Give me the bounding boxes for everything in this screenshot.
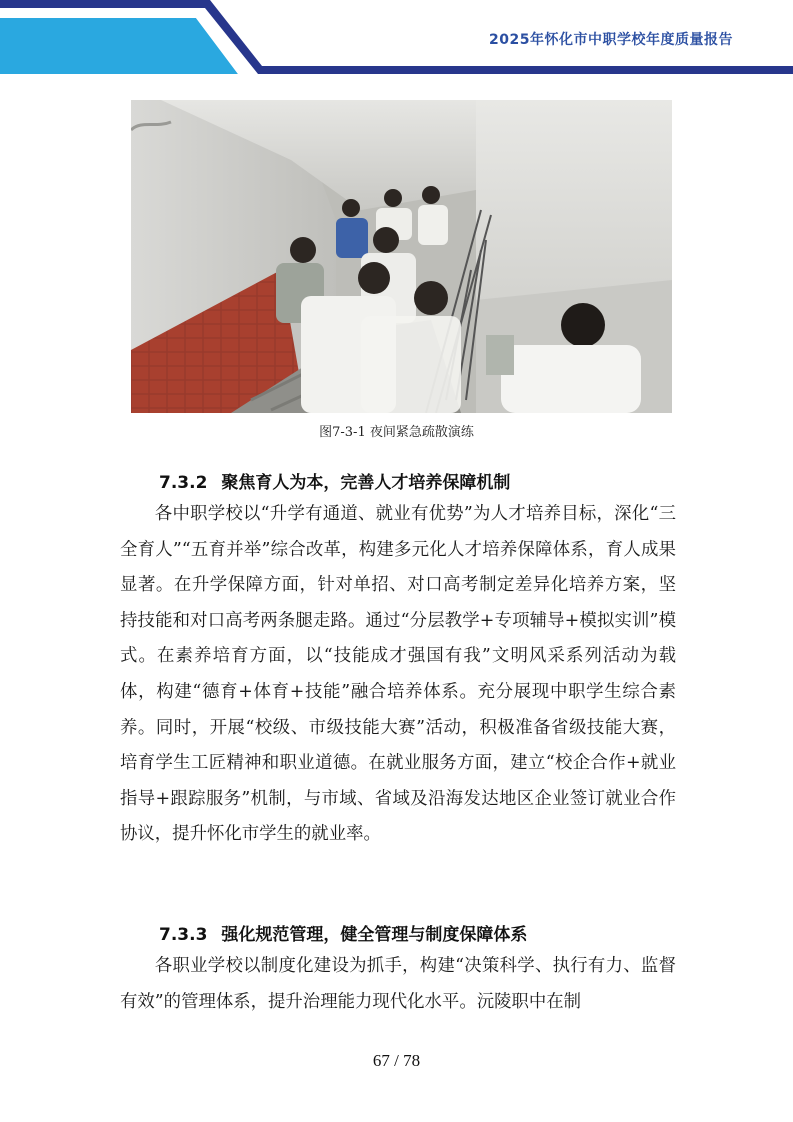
figure-caption: 图7-3-1 夜间紧急疏散演练 <box>319 425 474 440</box>
section-body-7-3-2: 各中职学校以“升学有通道、就业有优势”为人才培养目标，深化“三全育人”“五育并举”综合改革，构建多元化人才培养保障体系，育人成果显著。在升学保障方面，针对单招、对口高考制定差异化培养方案，坚持技能和对口高考两条腿走路。通过“分层教学+专项辅导+模拟实训”模式。在素养培育方面，以“技能成才强国有我”文明风采系列活动为载体，构建“德育+体育+技能”融合培养体系。充分展现中职学生综合素养。同时，开展“校级、市级技能大赛”活动，积极准备省级技能大赛，培育学生工匠精神和职业道德。在就业服务方面，建立“校企合作+就业指导+跟踪服务”机制，与市域、省域及沿海发达地区企业签订就业合作协议，提升怀化市学生的就业率。 <box>120 504 676 845</box>
section-title: 聚焦育人为本，完善人才培养保障机制 <box>221 473 511 493</box>
report-title: 2025年怀化市中职学校年度质量报告 <box>489 32 733 48</box>
page-number: 67 / 78 <box>372 1051 421 1070</box>
evacuation-drill-photo <box>131 100 672 413</box>
section-body-7-3-3: 各职业学校以制度化建设为抓手，构建“决策科学、执行有力、监督有效”的管理体系，提升治理能力现代化水平。沅陵职中在制 <box>120 956 676 1012</box>
section-number: 7.3.3 <box>159 925 208 945</box>
page-header <box>0 0 793 80</box>
section-heading-7-3-2 <box>159 468 510 493</box>
section-number: 7.3.2 <box>159 473 208 493</box>
section-title: 强化规范管理，健全管理与制度保障体系 <box>221 925 528 945</box>
section-heading-7-3-3 <box>159 920 527 945</box>
